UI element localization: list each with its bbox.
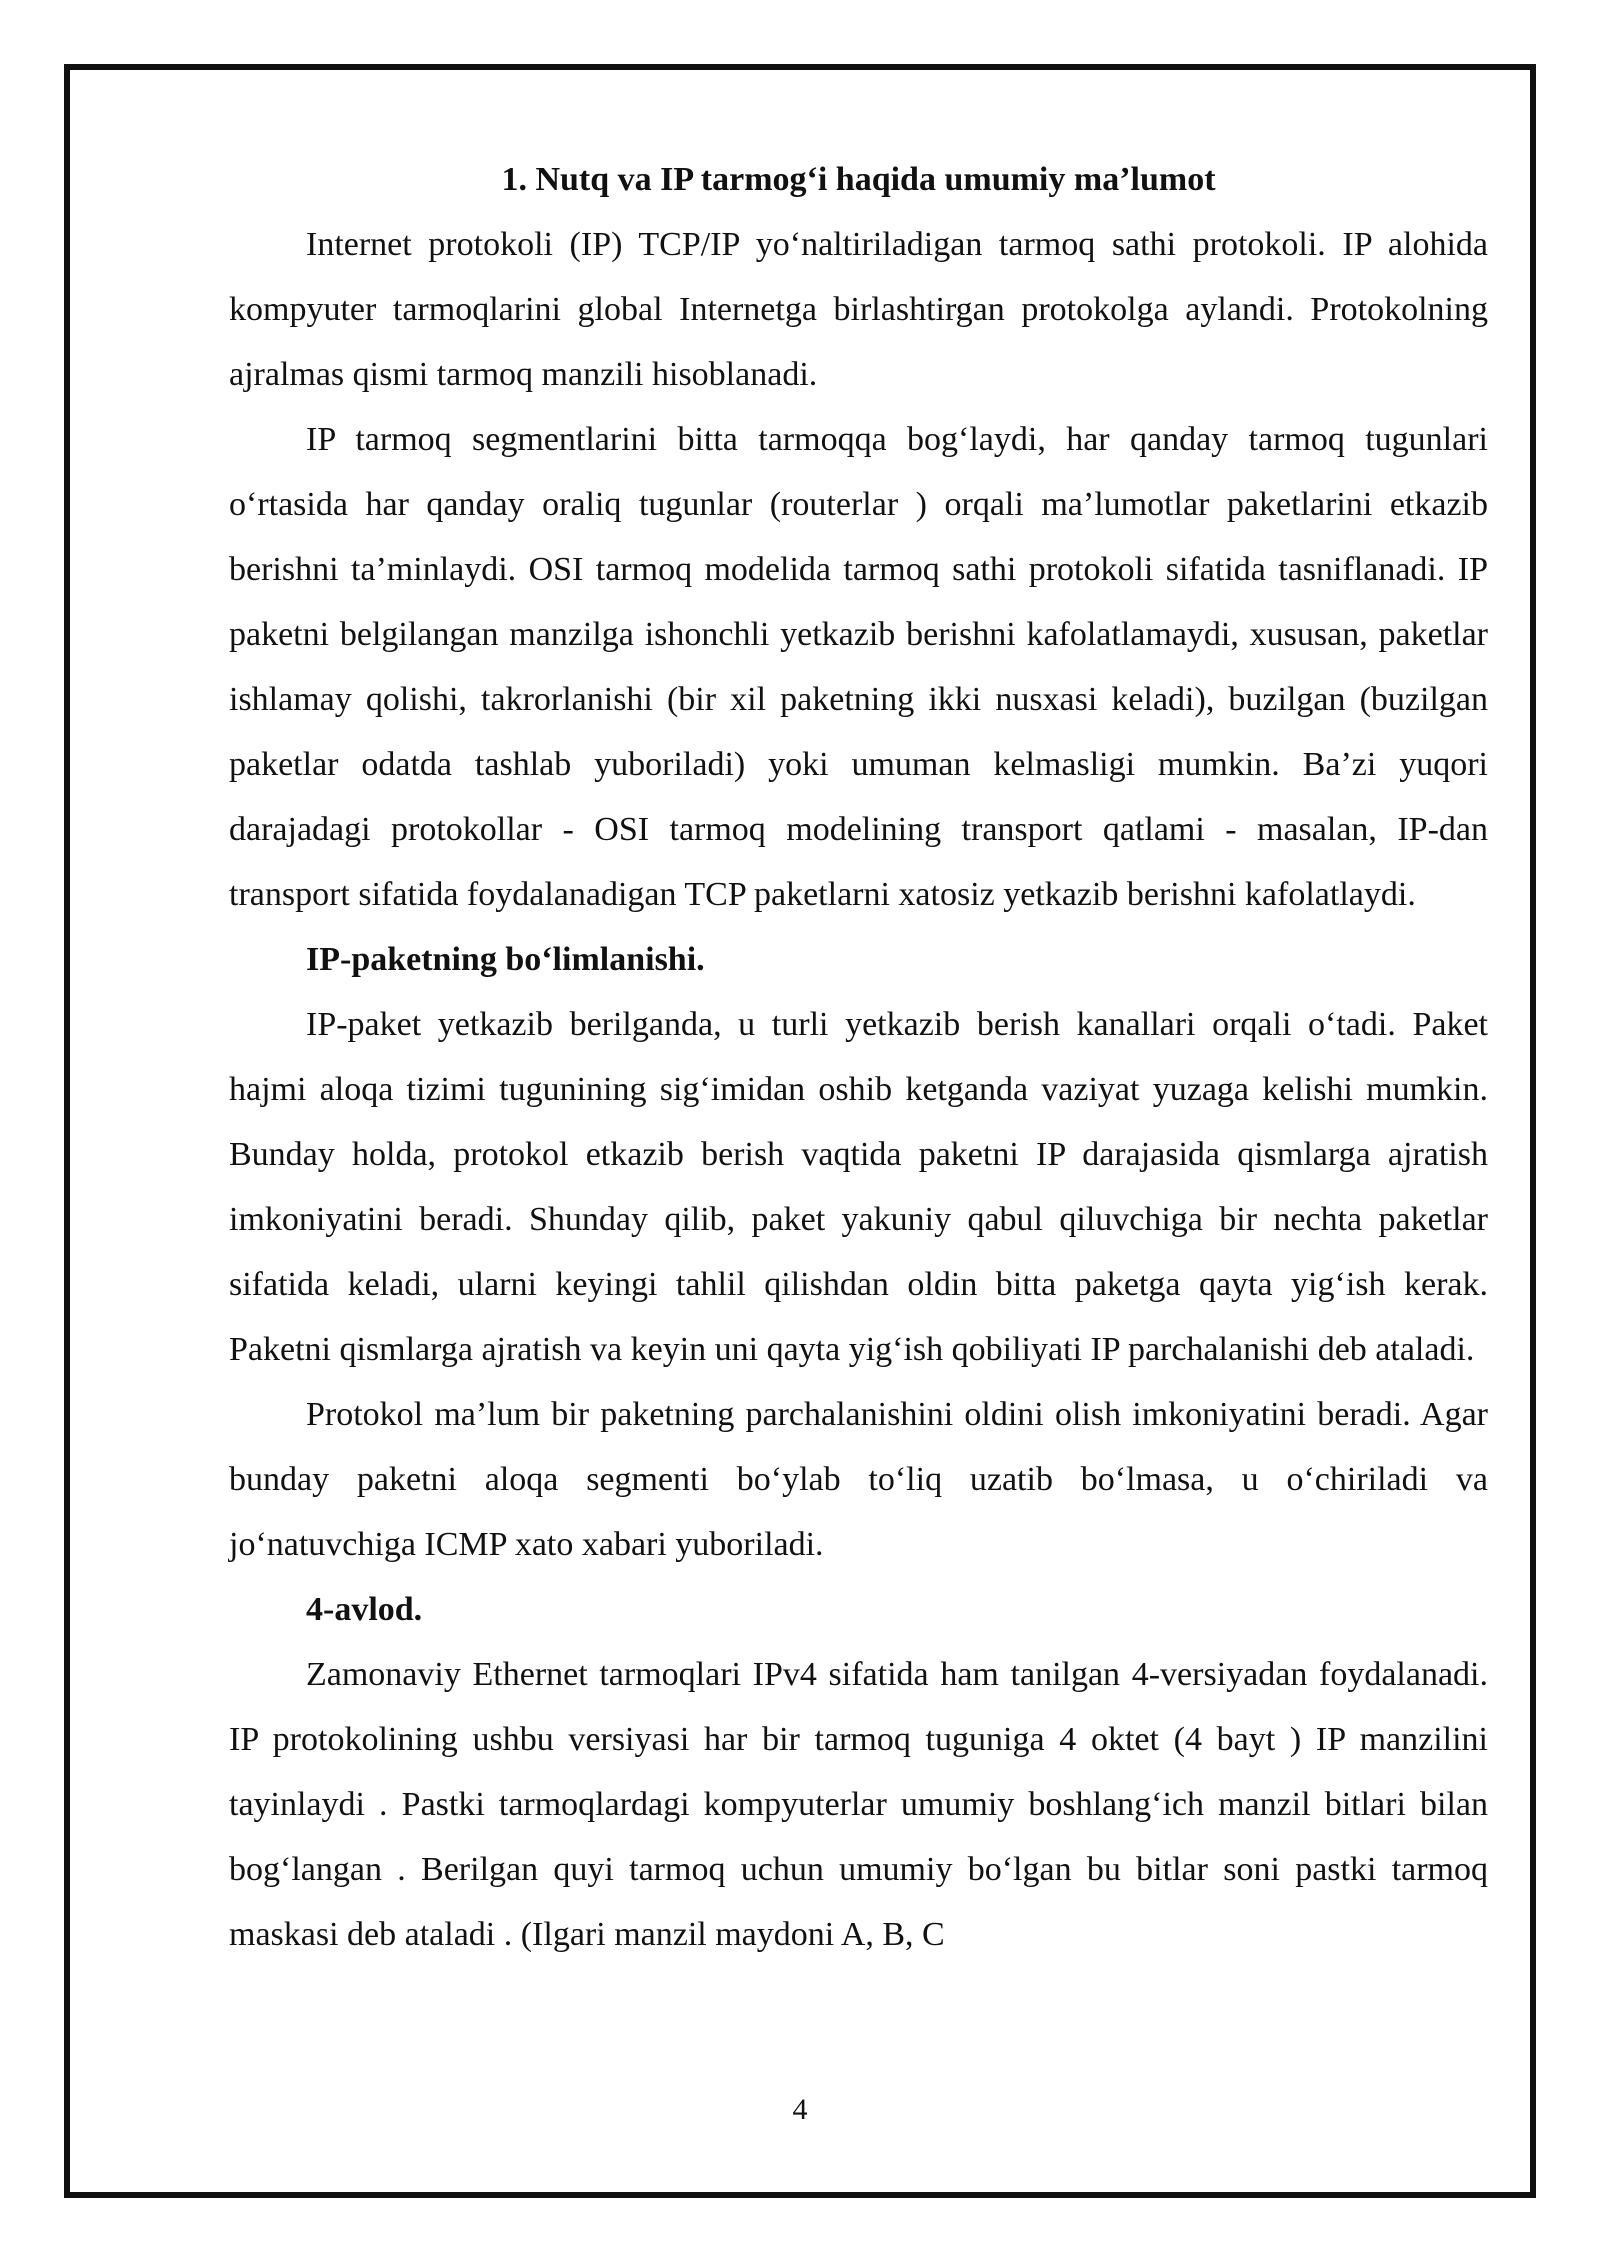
page-number: 4 bbox=[792, 2093, 808, 2126]
subsection-heading: 4-avlod. bbox=[306, 1591, 423, 1628]
paragraph: Internet protokoli (IP) TCP/IP yo‘naltiriladigan tarmoq sathi protokoli. IP alohida kompyuter tarmoqlarini global Internetga birlashtirgan protokolga aylandi. Protokolning ajralmas qismi tarmoq manzili hisoblanadi. bbox=[229, 226, 1488, 393]
paragraph: Protokol ma’lum bir paketning parchalanishini oldini olish imkoniyatini beradi. Agar bunday paketni aloqa segmenti bo‘ylab to‘liq uzatib bo‘lmasa, u o‘chiriladi va jo‘natuvchiga ICMP xato xabari yuboriladi. bbox=[229, 1396, 1488, 1563]
paragraph: IP tarmoq segmentlarini bitta tarmoqqa bog‘laydi, har qanday tarmoq tugunlari o‘rtasida har qanday oraliq tugunlar (routerlar ) orqali ma’lumotlar paketlarini etkazib berishni ta’minlaydi. OSI tarmoq modelida tarmoq sathi protokoli sifatida tasniflanadi. IP paketni belgilangan manzilga ishonchli yetkazib berishni kafolatlamaydi, xususan, paketlar ishlamay qolishi, takrorlanishi (bir xil paketning ikki nusxasi keladi), buzilgan (buzilgan paketlar odatda tashlab yuboriladi) yoki umuman kelmasligi mumkin. Ba’zi yuqori darajadagi protokollar - OSI tarmoq modelining transport qatlami - masalan, IP-dan transport sifatida foydalanadigan TCP paketlarni xatosiz yetkazib berishni kafolatlaydi. bbox=[229, 421, 1488, 913]
page-content bbox=[229, 147, 1488, 1967]
subsection-heading: IP-paketning bo‘limlanishi. bbox=[306, 941, 705, 978]
paragraph: IP-paket yetkazib berilganda, u turli yetkazib berish kanallari orqali o‘tadi. Paket hajmi aloqa tizimi tugunining sig‘imidan oshib ketganda vaziyat yuzaga kelishi mumkin. Bunday holda, protokol etkazib berish vaqtida paketni IP darajasida qismlarga ajratish imkoniyatini beradi. Shunday qilib, paket yakuniy qabul qiluvchiga bir nechta paketlar sifatida keladi, ularni keyingi tahlil qilishdan oldin bitta paketga qayta yig‘ish kerak. Paketni qismlarga ajratish va keyin uni qayta yig‘ish qobiliyati IP parchalanishi deb ataladi. bbox=[229, 1006, 1488, 1368]
section-title: 1. Nutq va IP tarmog‘i haqida umumiy ma’lumot bbox=[501, 161, 1216, 198]
paragraph: Zamonaviy Ethernet tarmoqlari IPv4 sifatida ham tanilgan 4-versiyadan foydalanadi. IP protokolining ushbu versiyasi har bir tarmoq tuguniga 4 oktet (4 bayt ) IP manzilini tayinlaydi . Pastki tarmoqlardagi kompyuterlar umumiy boshlang‘ich manzil bitlari bilan bog‘langan . Berilgan quyi tarmoq uchun umumiy bo‘lgan bu bitlar soni pastki tarmoq maskasi deb ataladi . (Ilgari manzil maydoni A, B, C bbox=[229, 1656, 1488, 1953]
